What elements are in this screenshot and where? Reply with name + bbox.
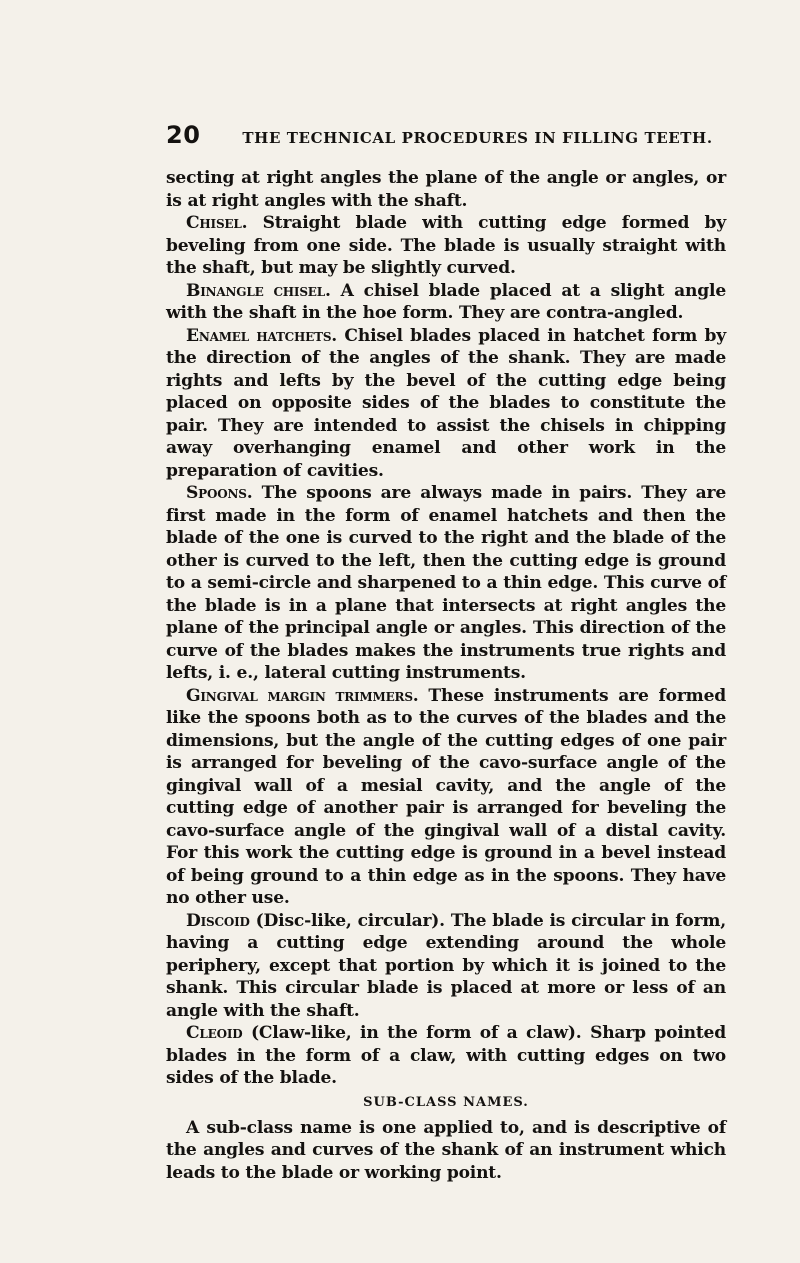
paragraph-text: (Claw-like, in the form of a claw). Sharp pointed blades in the form of a claw, with cutting edges on two sides of the blade. <box>166 1023 726 1088</box>
section-subheading: SUB-CLASS NAMES. <box>363 1094 529 1110</box>
paragraph-cleoid <box>166 1022 726 1090</box>
paragraph-chisel <box>166 212 726 280</box>
term-discoid: Discoid <box>186 910 250 931</box>
term-chisel: Chisel. <box>186 213 248 233</box>
term-spoons: Spoons. <box>186 483 253 503</box>
term-enamel-hatchets: Enamel hatchets. <box>186 325 338 346</box>
paragraph-text: These instruments are formed like the spoons both as to the curves of the blades and the dimensions, but the angle of the cutting edges of one pair is arranged for beveling of the cavo-surface angle of the gingival wall of a mesial cavity, and the angle of the cutting edge of another pair is arranged for beveling the cavo-surface angle of the gingival wall of a distal cavity. For this work the cutting edge is ground in a bevel instead of being ground to a thin edge as in the spoons. They have no other use. <box>166 685 726 908</box>
paragraph-text: A sub-class name is one applied to, and is descriptive of the angles and curves of the shank of an instrument which leads to the blade or working point. <box>166 1117 726 1183</box>
paragraph-text: A chisel blade placed at a slight angle with the shaft in the hoe form. They are contra-angled. <box>166 280 726 323</box>
paragraph-binangle-chisel <box>166 280 726 325</box>
paragraph-text: secting at right angles the plane of the angle or angles, or is at right angles with the shaft. <box>166 168 726 211</box>
page-header <box>166 121 726 151</box>
body-text <box>166 167 726 1184</box>
term-gingival-margin-trimmers: Gingival margin trimmers. <box>186 685 419 706</box>
paragraph-continuation <box>166 167 726 212</box>
paragraph-gingival-margin-trimmers <box>166 685 726 910</box>
paragraph-text: (Disc-like, circular). The blade is circular in form, having a cutting edge extending around the whole periphery, except that portion by which it is joined to the shank. This circular blade is placed at more or less of an angle with the shaft. <box>166 910 726 1021</box>
paragraph-enamel-hatchets <box>166 325 726 483</box>
page-number: 20 <box>166 121 201 149</box>
paragraph-text: The spoons are always made in pairs. They are first made in the form of enamel hatchets and then the blade of the one is curved to the right and the blade of the other is curved to the left, then the cutting edge is ground to a semi-circle and sharpened to a thin edge. This curve of the blade is in a plane that intersects at right angles the plane of the principal angle or angles. This direction of the curve of the blades makes the instruments true rights and lefts, i. e., lateral cutting instruments. <box>166 483 726 683</box>
paragraph-discoid <box>166 910 726 1023</box>
paragraph-spoons <box>166 482 726 685</box>
term-binangle-chisel: Binangle chisel. <box>186 280 331 301</box>
running-title: THE TECHNICAL PROCEDURES IN FILLING TEETH. <box>242 129 713 147</box>
term-cleoid: Cleoid <box>186 1023 243 1043</box>
paragraph-text: Straight blade with cutting edge formed by beveling from one side. The blade is usually straight with the shaft, but may be slightly curved. <box>166 213 726 278</box>
paragraph-sub-class-names <box>166 1117 726 1185</box>
paragraph-text: Chisel blades placed in hatchet form by the direction of the angles of the shank. They are made rights and lefts by the bevel of the cutting edge being placed on opposite sides of the blades to constitute the pair. They are intended to assist the chisels in chipping away overhanging enamel and other work in the preparation of cavities. <box>166 325 726 481</box>
